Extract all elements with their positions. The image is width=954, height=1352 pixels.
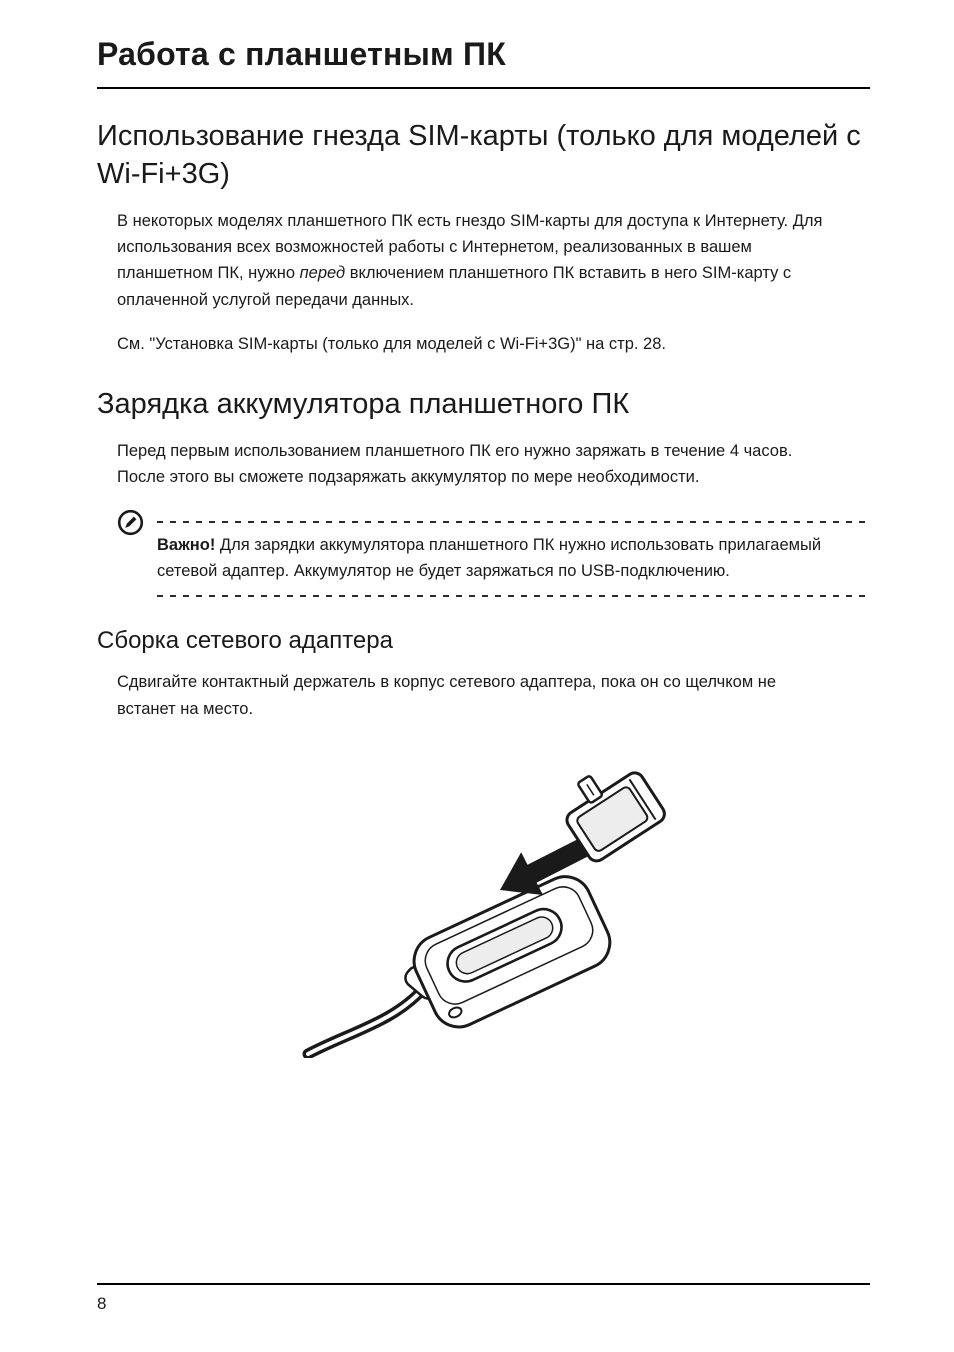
note-message: Для зарядки аккумулятора планшетного ПК нужно использовать прилагаемый сетевой адаптер. Аккумулятор не будет заряжаться по USB-подключению. [157,535,822,580]
page-title: Работа с планшетным ПК [97,36,870,89]
note-body [157,521,870,598]
sim-see-reference: См. "Установка SIM-карты (только для моделей с Wi-Fi+3G)" на стр. 28. [117,335,666,354]
note-divider-top [157,521,870,523]
important-note-block [117,521,870,598]
assembly-section-paragraph: Сдвигайте контактный держатель в корпус сетевого адаптера, пока он со щелчком не встанет на место. [117,673,777,718]
charge-section-heading: Зарядка аккумулятора планшетного ПК [97,388,630,421]
assembly-section-heading: Сборка сетевого адаптера [97,627,393,655]
note-divider-bottom [157,595,870,597]
charge-section-paragraph: Перед первым использованием планшетного ПК его нужно заряжать в течение 4 часов. После этого вы сможете подзаряжать аккумулятор по мере необходимости. [117,441,793,487]
footer-rule [97,1283,870,1285]
note-text [157,532,862,585]
sim-paragraph-text-after: включением планшетного ПК вставить в него SIM-карту с оплаченной услугой передачи данных. [117,264,792,309]
note-label: Важно! [157,535,216,554]
sim-section-paragraph [117,208,839,314]
power-cord [308,988,424,1054]
sim-section-heading: Использование гнезда SIM-карты (только для моделей с Wi-Fi+3G) [97,120,861,191]
page-footer [97,1283,870,1314]
note-pen-icon [117,509,144,536]
sim-paragraph-text-before: В некоторых моделях планшетного ПК есть гнездо SIM-карты для доступа к Интернету. Для использования всех возможностей работы с Интернетом, реализованных в вашем планшетном ПК, нужно [117,211,823,283]
power-adapter-assembly-illustration [272,738,692,1058]
page-number: 8 [97,1294,107,1313]
sim-paragraph-italic-word: перед [299,264,346,283]
